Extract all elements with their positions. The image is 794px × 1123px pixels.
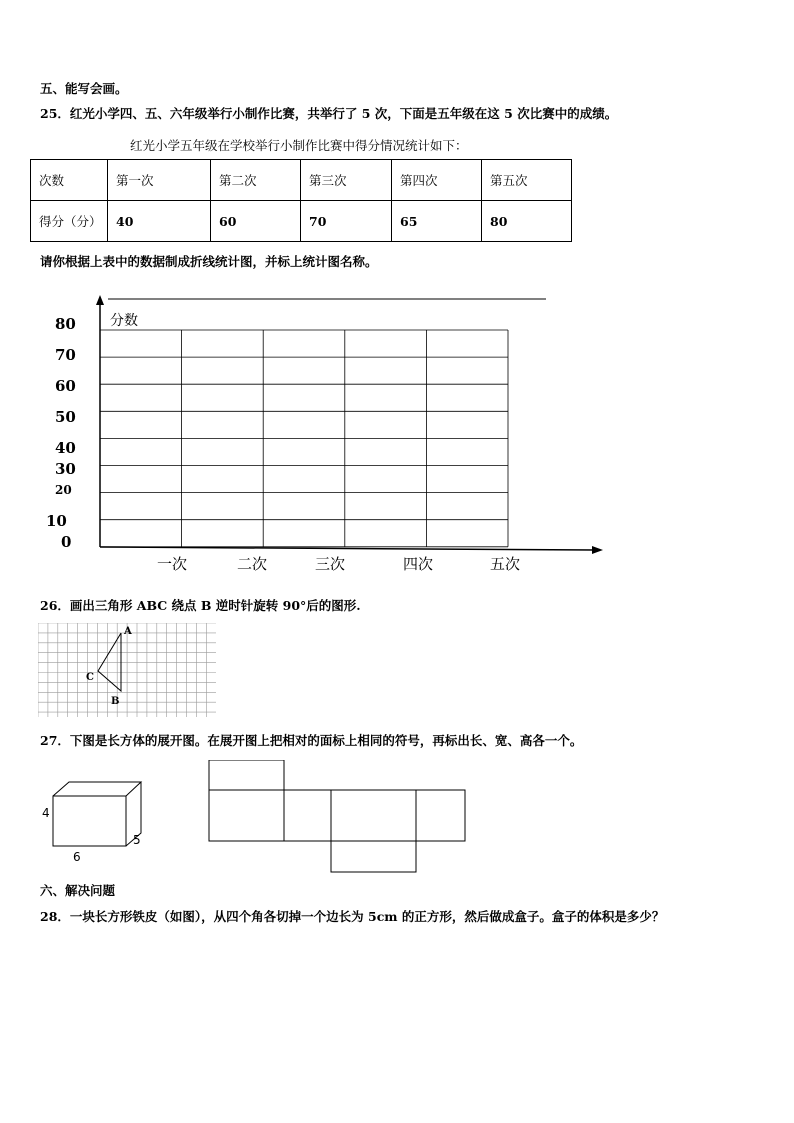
score-cell: 70 — [301, 201, 392, 242]
x-tick-labels — [157, 555, 520, 573]
score-cell: 40 — [108, 201, 211, 242]
score-cell: 60 — [211, 201, 301, 242]
y-tick-label: 10 — [46, 512, 67, 530]
question-26-text: 26．画出三角形 ABC 绕点 B 逆时针旋转 90°后的图形. — [40, 598, 361, 613]
cuboid-width-label: 5 — [133, 833, 141, 847]
vertex-b-label: B — [111, 696, 120, 707]
x-tick-label: 四次 — [403, 555, 434, 573]
y-tick-label: 0 — [61, 533, 72, 551]
net-face-top — [209, 760, 284, 790]
y-tick-label: 60 — [55, 377, 76, 395]
y-tick-labels — [46, 315, 76, 551]
header-cell: 第一次 — [108, 160, 211, 201]
rotation-grid-figure — [38, 623, 218, 719]
chart-instruction: 请你根据上表中的数据制成折线统计图，并标上统计图名称。 — [40, 254, 378, 269]
question-25-text: 25．红光小学四、五、六年级举行小制作比赛，共举行了 5 次，下面是五年级在这 5 次比赛中的成绩。 — [40, 106, 618, 121]
y-tick-label: 20 — [55, 483, 72, 497]
net-face-1 — [209, 790, 284, 841]
cuboid-height-label: 4 — [42, 806, 50, 820]
net-face-2 — [284, 790, 331, 841]
chart-grid — [100, 330, 508, 547]
y-tick-label: 40 — [55, 439, 76, 457]
net-face-4 — [416, 790, 465, 841]
x-tick-label: 一次 — [157, 555, 188, 573]
table-caption: 红光小学五年级在学校举行小制作比赛中得分情况统计如下： — [130, 138, 468, 153]
x-tick-label: 二次 — [237, 555, 268, 573]
cuboid-drawing — [53, 782, 141, 846]
x-axis — [100, 547, 595, 550]
x-tick-label: 五次 — [490, 555, 521, 573]
x-axis-arrow — [592, 546, 603, 554]
question-27-text: 27．下图是长方体的展开图。在展开图上把相对的面标上相同的符号，再标出长、宽、高各一个。 — [40, 733, 583, 748]
header-cell: 次数 — [31, 160, 108, 201]
score-cell: 65 — [392, 201, 482, 242]
net-face-bottom — [331, 841, 416, 872]
y-tick-label: 80 — [55, 315, 76, 333]
square-grid — [38, 623, 216, 717]
header-cell: 第四次 — [392, 160, 482, 201]
header-cell: 第五次 — [482, 160, 572, 201]
y-tick-label: 30 — [55, 460, 76, 478]
cuboid-top-face — [53, 782, 141, 796]
vertex-a-label: A — [124, 626, 132, 637]
cuboid-net — [209, 760, 465, 872]
y-axis-label: 分数 — [110, 313, 138, 329]
table-score-row — [31, 201, 572, 242]
net-face-3 — [331, 790, 416, 841]
score-cell: 80 — [482, 201, 572, 242]
cuboid-front-face — [53, 796, 126, 846]
y-axis-arrow — [96, 295, 104, 305]
vertex-c-label: C — [86, 672, 94, 683]
header-cell: 第二次 — [211, 160, 301, 201]
table-header-row — [31, 160, 572, 201]
cuboid-length-label: 6 — [73, 850, 81, 864]
x-tick-label: 三次 — [315, 555, 346, 573]
y-tick-label: 70 — [55, 346, 76, 364]
cuboid-figures — [30, 760, 490, 875]
section-5-heading: 五、能写会画。 — [40, 81, 128, 96]
score-table — [30, 159, 572, 242]
header-cell: 第三次 — [301, 160, 392, 201]
row-label-cell: 得分（分） — [31, 201, 108, 242]
line-chart — [0, 285, 794, 585]
question-28-text: 28．一块长方形铁皮（如图），从四个角各切掉一个边长为 5cm 的正方形，然后做成盒子。盒子的体积是多少？ — [40, 909, 665, 924]
section-6-heading: 六、解决问题 — [40, 883, 116, 898]
y-tick-label: 50 — [55, 408, 76, 426]
